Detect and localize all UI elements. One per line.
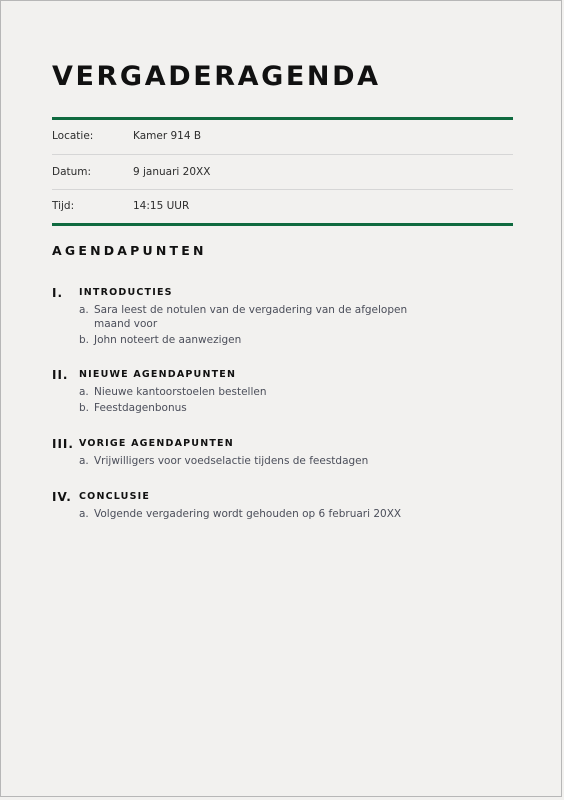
sub-item-letter: a. (79, 386, 89, 398)
sub-item (79, 454, 419, 468)
info-label: Locatie: (52, 130, 94, 142)
sub-item-list (79, 303, 419, 349)
sub-item (79, 385, 419, 399)
sub-item-letter: a. (79, 508, 89, 520)
info-row-location (52, 119, 513, 153)
sub-item-letter: a. (79, 304, 89, 316)
info-row-time (52, 189, 513, 223)
sub-item-text: Sara leest de notulen van de vergadering van de afgelopen maand voor (94, 304, 408, 330)
sub-item (79, 333, 419, 347)
sub-item-list (79, 454, 419, 470)
bottom-accent-rule (52, 223, 513, 226)
sub-item-letter: b. (79, 334, 90, 346)
page-title: VERGADERAGENDA (52, 61, 381, 92)
info-label: Datum: (52, 166, 92, 178)
sub-item (79, 507, 419, 521)
item-title: NIEUWE AGENDAPUNTEN (79, 369, 237, 380)
sub-item-text: Feestdagenbonus (94, 402, 187, 414)
item-title: CONCLUSIE (79, 491, 151, 502)
sub-item (79, 303, 419, 331)
item-numeral: IV. (52, 490, 72, 504)
info-value: 9 januari 20XX (133, 166, 211, 178)
info-row-date (52, 155, 513, 189)
sub-item-text: Nieuwe kantoorstoelen bestellen (94, 386, 267, 398)
item-title: VORIGE AGENDAPUNTEN (79, 438, 234, 449)
sub-item-text: Vrijwilligers voor voedselactie tijdens de feestdagen (94, 455, 369, 467)
sub-item-letter: a. (79, 455, 89, 467)
sub-item-text: John noteert de aanwezigen (94, 334, 242, 346)
sub-item-list (79, 507, 419, 523)
sub-item (79, 401, 419, 415)
item-numeral: I. (52, 286, 64, 300)
info-value: Kamer 914 B (133, 130, 202, 142)
info-label: Tijd: (52, 200, 75, 212)
item-numeral: III. (52, 437, 74, 451)
item-numeral: II. (52, 368, 69, 382)
section-heading: AGENDAPUNTEN (52, 243, 207, 258)
item-title: INTRODUCTIES (79, 287, 173, 298)
sub-item-text: Volgende vergadering wordt gehouden op 6 februari 20XX (94, 508, 402, 520)
sub-item-letter: b. (79, 402, 90, 414)
info-value: 14:15 UUR (133, 200, 190, 212)
sub-item-list (79, 385, 419, 417)
